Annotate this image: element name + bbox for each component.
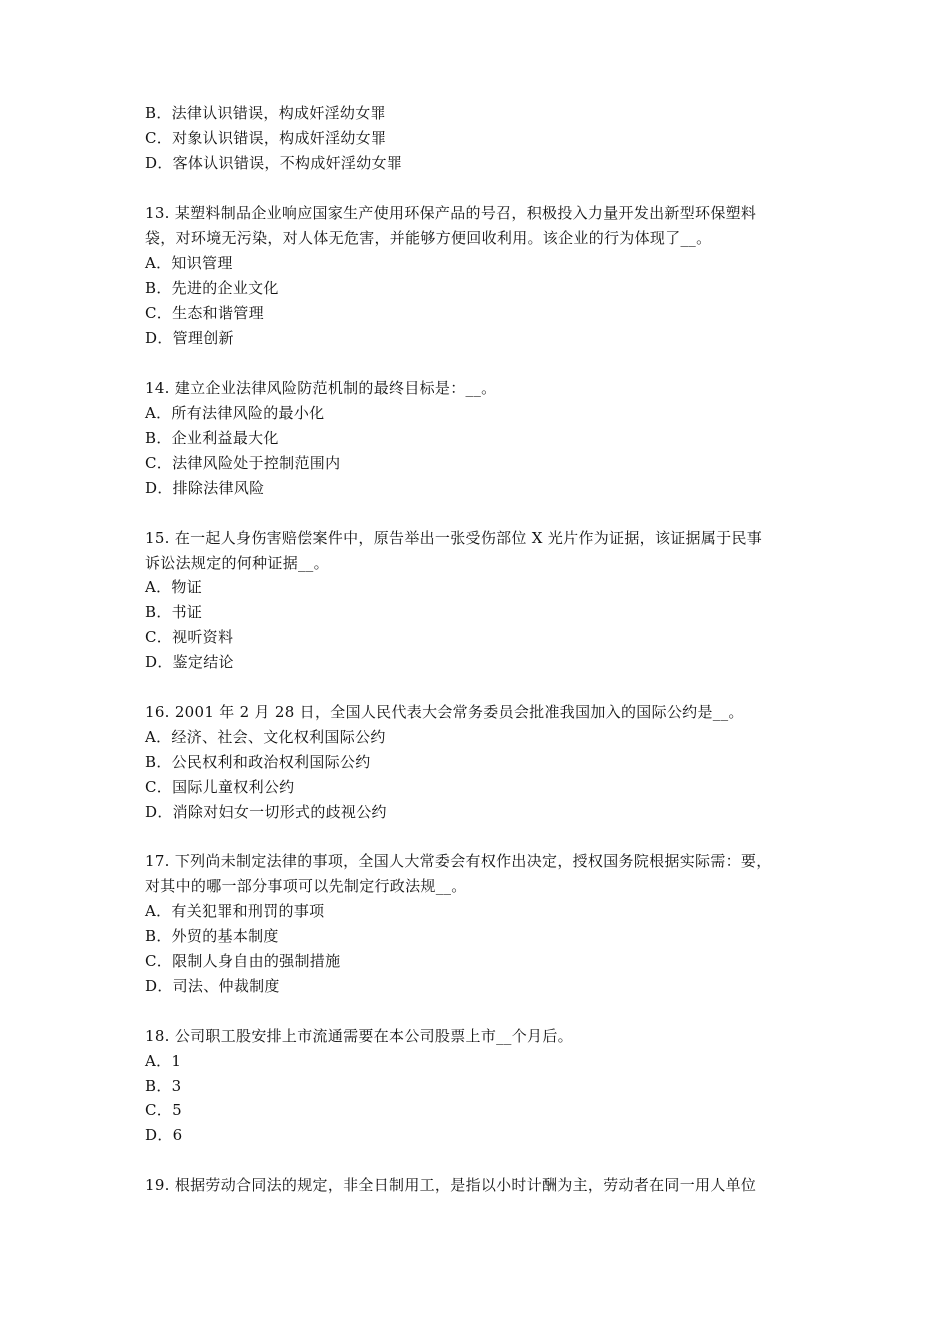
option-14-d: D．排除法律风险 (145, 479, 265, 497)
option-12-d: D．客体认识错误，不构成奸淫幼女罪 (145, 154, 403, 172)
question-18: 18. 公司职工股安排上市流通需要在本公司股票上市__个月后。 (145, 1027, 573, 1045)
option-15-d: D．鉴定结论 (145, 653, 234, 671)
option-17-c: C．限制人身自由的强制措施 (145, 952, 341, 970)
option-18-d: D．6 (145, 1126, 183, 1144)
question-13-line-1: 13. 某塑料制品企业响应国家生产使用环保产品的号召，积极投入力量开发出新型环保塑料 (145, 204, 757, 222)
option-13-c: C．生态和谐管理 (145, 304, 264, 322)
option-18-c: C．5 (145, 1101, 182, 1119)
question-19-line-1: 19. 根据劳动合同法的规定，非全日制用工，是指以小时计酬为主，劳动者在同一用人单位 (145, 1176, 757, 1194)
question-17-line-1: 17. 下列尚未制定法律的事项，全国人大常委会有权作出决定，授权国务院根据实际需：要， (145, 852, 772, 870)
option-12-c: C．对象认识错误，构成奸淫幼女罪 (145, 129, 387, 147)
option-17-a: A．有关犯罪和刑罚的事项 (145, 902, 325, 920)
option-18-a: A．1 (145, 1052, 182, 1070)
option-16-c: C．国际儿童权利公约 (145, 778, 295, 796)
option-16-b: B．公民权利和政治权利国际公约 (145, 753, 371, 771)
option-16-d: D．消除对妇女一切形式的歧视公约 (145, 803, 387, 821)
option-13-a: A．知识管理 (145, 254, 233, 272)
option-14-c: C．法律风险处于控制范围内 (145, 454, 341, 472)
question-16: 16. 2001 年 2 月 28 日，全国人民代表大会常务委员会批准我国加入的国际公约是__。 (145, 703, 744, 721)
option-17-b: B．外贸的基本制度 (145, 927, 279, 945)
option-14-b: B．企业利益最大化 (145, 429, 279, 447)
option-15-a: A．物证 (145, 578, 203, 596)
option-17-d: D．司法、仲裁制度 (145, 977, 280, 995)
question-15-line-2: 诉讼法规定的何种证据__。 (145, 554, 329, 572)
option-18-b: B．3 (145, 1077, 182, 1095)
question-13-line-2: 袋，对环境无污染，对人体无危害，并能够方便回收利用。该企业的行为体现了__。 (145, 229, 712, 247)
option-15-b: B．书证 (145, 603, 203, 621)
question-17-line-2: 对其中的哪一部分事项可以先制定行政法规__。 (145, 877, 467, 895)
question-15-line-1: 15. 在一起人身伤害赔偿案件中，原告举出一张受伤部位 X 光片作为证据，该证据属于民事 (145, 529, 763, 547)
question-14: 14. 建立企业法律风险防范机制的最终目标是：__。 (145, 379, 497, 397)
option-13-b: B．先进的企业文化 (145, 279, 279, 297)
option-13-d: D．管理创新 (145, 329, 234, 347)
option-14-a: A．所有法律风险的最小化 (145, 404, 325, 422)
option-16-a: A．经济、社会、文化权利国际公约 (145, 728, 386, 746)
option-12-b: B．法律认识错误，构成奸淫幼女罪 (145, 104, 386, 122)
option-15-c: C．视听资料 (145, 628, 234, 646)
